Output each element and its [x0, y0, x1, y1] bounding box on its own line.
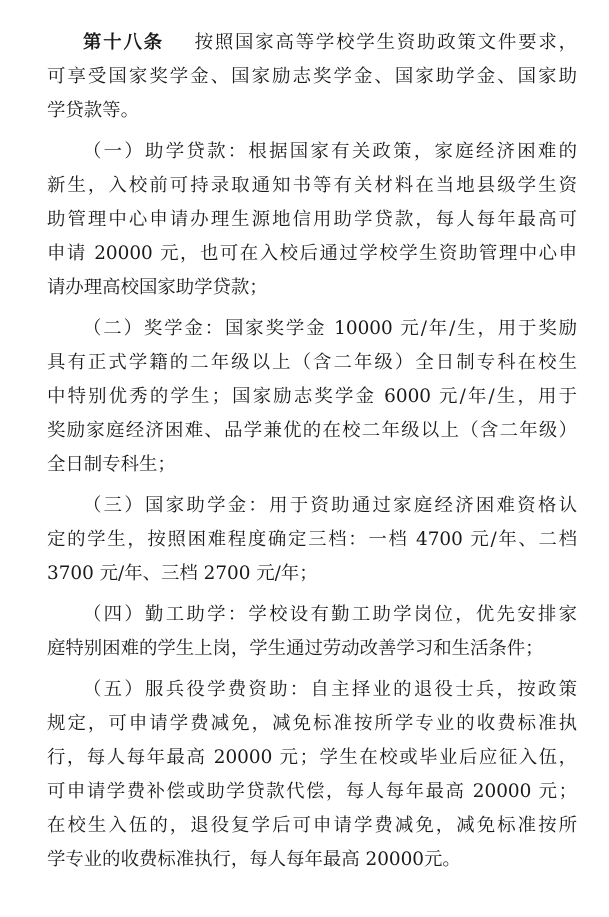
article-line: 学贷款等。 [47, 100, 139, 121]
item-1-line: （一）助学贷款：根据国家有关政策，家庭经济困难的 [83, 141, 577, 162]
item-4-line: （四）勤工助学：学校设有勤工助学岗位，优先安排家 [83, 604, 577, 625]
article-text: 按照国家高等学校学生资助政策文件要求， [194, 32, 577, 53]
item-2-line: 奖励家庭经济困难、品学兼优的在校二年级以上（含二年级） [47, 420, 577, 441]
item-2-line: 全日制专科生； [47, 454, 176, 475]
item-1-line: 助管理中心申请办理生源地信用助学贷款，每人每年最高可 [47, 209, 577, 230]
item-3-line: （三）国家助学金：用于资助通过家庭经济困难资格认 [83, 495, 577, 516]
item-5-line: 学专业的收费标准执行，每人每年最高 20000元。 [47, 849, 461, 870]
item-1-line: 请办理高校国家助学贷款； [47, 277, 268, 298]
item-1-line: 新生，入校前可持录取通知书等有关材料在当地县级学生资 [47, 175, 577, 196]
item-5-line: 行，每人每年最高 20000 元；学生在校或毕业后应征入伍， [47, 747, 577, 768]
item-2-line: 具有正式学籍的二年级以上（含二年级）全日制专科在校生 [47, 352, 577, 373]
item-5-line: （五）服兵役学费资助：自主择业的退役士兵，按政策 [83, 679, 577, 700]
item-2-line: 中特别优秀的学生；国家励志奖学金 6000 元/年/生，用于 [47, 386, 577, 407]
article-line [83, 28, 577, 58]
item-1-line: 申请 20000 元，也可在入校后通过学校学生资助管理中心申 [47, 243, 577, 264]
item-3-line: 定的学生，按照困难程度确定三档：一档 4700 元/年、二档 [47, 529, 577, 550]
item-3-line: 3700 元/年、三档 2700 元/年； [47, 563, 318, 584]
item-5-line: 在校生入伍的，退役复学后可申请学费减免，减免标准按所 [47, 815, 577, 836]
article-number: 第十八条 [83, 32, 164, 53]
item-5-line: 可申请学费补偿或助学贷款代偿，每人每年最高 20000 元； [47, 781, 577, 802]
item-5-line: 规定，可申请学费减免，减免标准按所学专业的收费标准执 [47, 713, 577, 734]
item-4-line: 庭特别困难的学生上岗，学生通过劳动改善学习和生活条件； [47, 638, 544, 659]
article-line: 可享受国家奖学金、国家励志奖学金、国家助学金、国家助 [47, 66, 577, 87]
item-2-line: （二）奖学金：国家奖学金 10000 元/年/生，用于奖励 [83, 318, 577, 339]
